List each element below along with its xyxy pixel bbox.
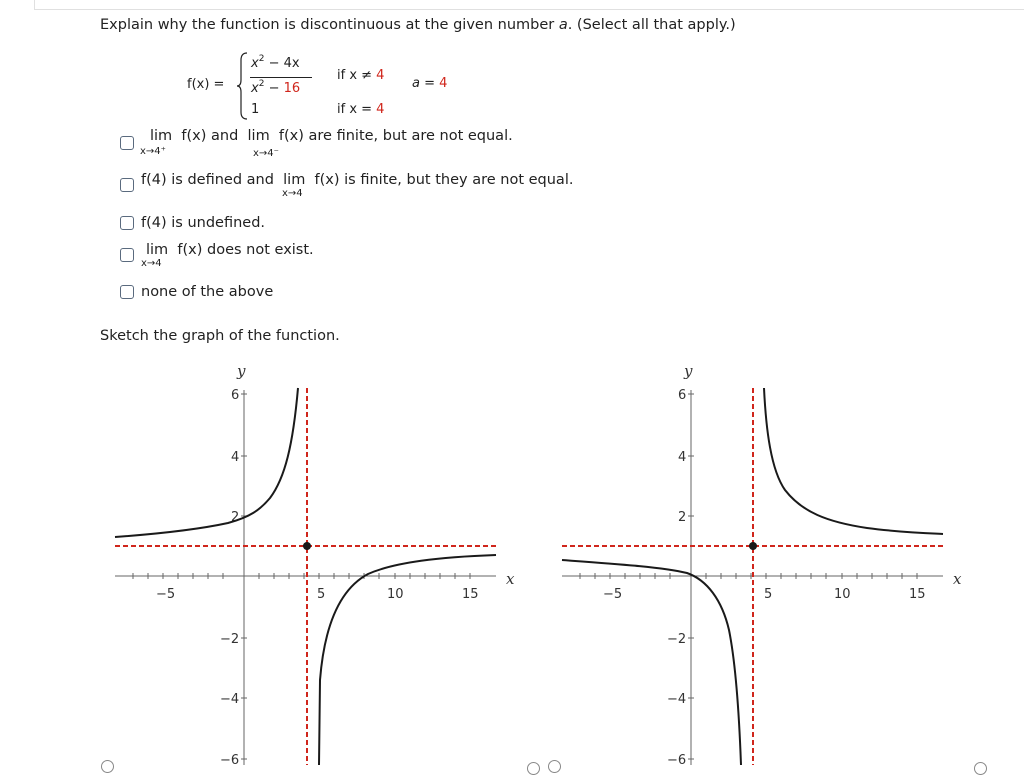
fraction-denominator: $x^2 - 16$ xyxy=(251,79,301,96)
y-tick-label: 2 xyxy=(231,510,240,525)
graph-1-radio[interactable] xyxy=(101,760,114,773)
option-4-subscript: x→4 xyxy=(141,258,162,269)
curve-right-branch xyxy=(764,388,943,534)
y-tick-label: 6 xyxy=(678,388,687,403)
y-tick-label: 4 xyxy=(231,450,240,465)
piece2-value: 1 xyxy=(251,102,260,117)
sketch-prompt: Sketch the graph of the function. xyxy=(100,328,340,344)
graph-2-radio[interactable] xyxy=(548,760,561,773)
y-tick-label: −6 xyxy=(667,753,687,768)
option-3-checkbox[interactable] xyxy=(120,216,134,230)
y-tick-label: −2 xyxy=(667,632,687,647)
point-marker xyxy=(749,542,757,550)
option-4-text: lim f(x) does not exist. xyxy=(146,242,314,258)
y-tick-label: 2 xyxy=(678,510,687,525)
x-axis-label: x xyxy=(506,570,515,588)
graph-option-2[interactable] xyxy=(557,360,967,769)
question-text: Explain why the function is discontinuous at the given number a. (Select all that apply.) xyxy=(100,17,736,33)
piecewise-brace xyxy=(236,52,248,120)
fraction-bar xyxy=(250,77,312,78)
option-4-checkbox[interactable] xyxy=(120,248,134,262)
option-1-subscript-1: x→4⁺ xyxy=(140,146,166,157)
x-tick-label: 15 xyxy=(909,587,926,602)
x-tick-label: 5 xyxy=(764,587,773,602)
function-label: f(x) = xyxy=(187,77,225,92)
option-2-text: f(4) is defined and lim f(x) is finite, but they are not equal. xyxy=(141,172,574,188)
top-border xyxy=(34,0,1024,10)
x-tick-label: 5 xyxy=(317,587,326,602)
option-2-subscript: x→4 xyxy=(282,188,303,199)
option-2-checkbox[interactable] xyxy=(120,178,134,192)
curve-left-branch xyxy=(115,388,298,537)
x-tick-label: 10 xyxy=(834,587,851,602)
option-1-checkbox[interactable] xyxy=(120,136,134,150)
y-tick-label: −6 xyxy=(220,753,240,768)
y-axis-label: y xyxy=(684,362,693,380)
x-tick-label: 15 xyxy=(462,587,479,602)
condition-2: if x = 4 xyxy=(337,102,385,117)
x-tick-label: −5 xyxy=(156,587,176,602)
y-tick-label: 4 xyxy=(678,450,687,465)
option-5-checkbox[interactable] xyxy=(120,285,134,299)
y-tick-label: −4 xyxy=(667,692,687,707)
x-axis-label: x xyxy=(953,570,962,588)
fraction-numerator: $x^2 - 4x$ xyxy=(251,54,300,71)
point-marker xyxy=(303,542,311,550)
graph-option-1[interactable] xyxy=(110,360,520,769)
y-axis-label: y xyxy=(237,362,246,380)
y-tick-label: 6 xyxy=(231,388,240,403)
option-5-text: none of the above xyxy=(141,284,274,300)
y-tick-label: −2 xyxy=(220,632,240,647)
x-tick-label: 10 xyxy=(387,587,404,602)
curve-left-branch xyxy=(562,560,741,765)
option-1-text: lim f(x) and lim f(x) are finite, but are not equal. xyxy=(150,128,513,144)
option-1-subscript-2: x→4⁻ xyxy=(253,148,279,159)
a-value: a = 4 xyxy=(412,76,448,91)
condition-1: if x ≠ 4 xyxy=(337,68,385,83)
y-tick-label: −4 xyxy=(220,692,240,707)
option-3-text: f(4) is undefined. xyxy=(141,215,266,231)
x-tick-label: −5 xyxy=(603,587,623,602)
